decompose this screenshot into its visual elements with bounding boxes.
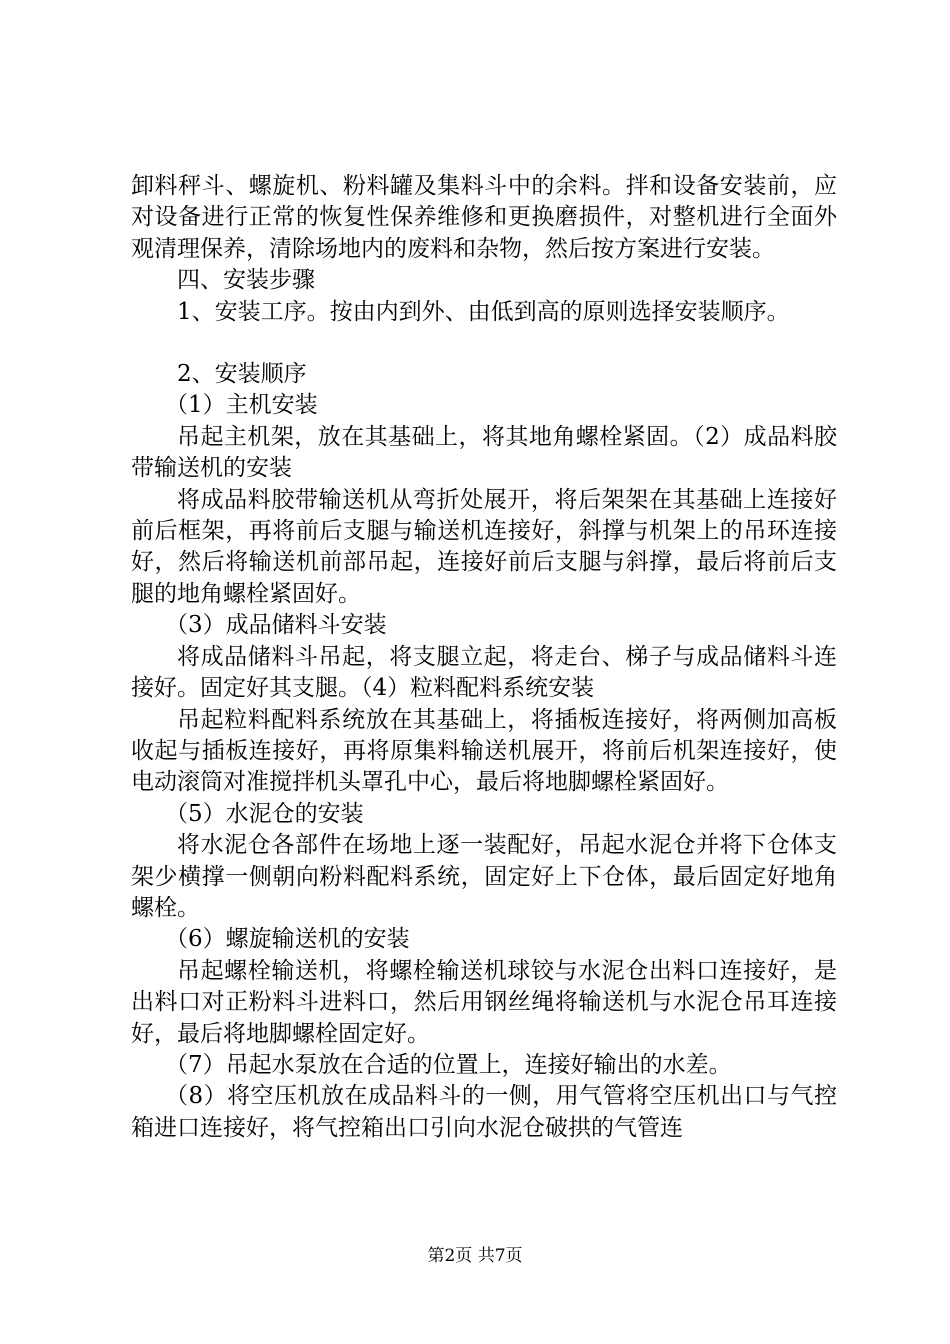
paragraph-main-machine: 吊起主机架，放在其基础上，将其地角螺栓紧固。（2）成品料胶带输送机的安装 — [131, 423, 837, 482]
page-number-footer: 第2页 共7页 — [427, 1246, 523, 1266]
item-heading-screw-conveyor: （6）螺旋输送机的安装 — [165, 926, 410, 953]
paragraph-spacer — [131, 328, 837, 359]
item-heading-cement-silo: （5）水泥仓的安装 — [165, 800, 364, 827]
paragraph-intro: 卸料秤斗、螺旋机、粉料罐及集料斗中的余料。拌和设备安装前，应对设备进行正常的恢复性保养维修和更换磨损件，对整机进行全面外观清理保养，清除场地内的废料和杂物，然后按方案进行安装。 — [131, 173, 837, 262]
subheading-install-order: 2、安装顺序 — [177, 361, 307, 388]
paragraph-air-compressor: （8）将空压机放在成品料斗的一侧，用气管将空压机出口与气控箱进口连接好，将气控箱出口引向水泥仓破拱的气管连 — [131, 1083, 837, 1141]
paragraph-aggregate-batching: 吊起粒料配料系统放在其基础上，将插板连接好，将两侧加高板收起与插板连接好，再将原集料输送机展开，将前后机架连接好，使电动滚筒对准搅拌机头罩孔中心，最后将地脚螺栓紧固好。 — [131, 706, 837, 796]
paragraph-belt-conveyor: 将成品料胶带输送机从弯折处展开，将后架架在其基础上连接好前后框架，再将前后支腿与输送机连接好，斜撑与机架上的吊环连接好，然后将输送机前部吊起，连接好前后支腿与斜撑，最后将前后支腿的地角螺栓紧固好。 — [131, 486, 837, 607]
item-heading-storage-hopper: （3）成品储料斗安装 — [165, 612, 387, 639]
paragraph-water-pump: （7）吊起水泵放在合适的位置上，连接好输出的水差。 — [165, 1051, 732, 1078]
section-heading-install-steps: 四、安装步骤 — [177, 267, 315, 294]
item-heading-main-machine: （1）主机安装 — [165, 392, 318, 419]
paragraph-install-process: 1、安装工序。按由内到外、由低到高的原则选择安装顺序。 — [177, 298, 790, 325]
paragraph-screw-conveyor: 吊起螺栓输送机，将螺栓输送机球铰与水泥仓出料口连接好，是出料口对正粉料斗进料口，然后用钢丝绳将输送机与水泥仓吊耳连接好，最后将地脚螺栓固定好。 — [131, 957, 837, 1047]
paragraph-cement-silo: 将水泥仓各部件在场地上逐一装配好，吊起水泥仓并将下仓体支架少横撑一侧朝向粉料配料系统，固定好上下仓体，最后固定好地角螺栓。 — [131, 832, 837, 921]
document-body — [131, 171, 837, 1144]
paragraph-storage-hopper: 将成品储料斗吊起，将支腿立起，将走台、梯子与成品储料斗连接好。固定好其支腿。（4）粒料配料系统安装 — [131, 643, 837, 702]
